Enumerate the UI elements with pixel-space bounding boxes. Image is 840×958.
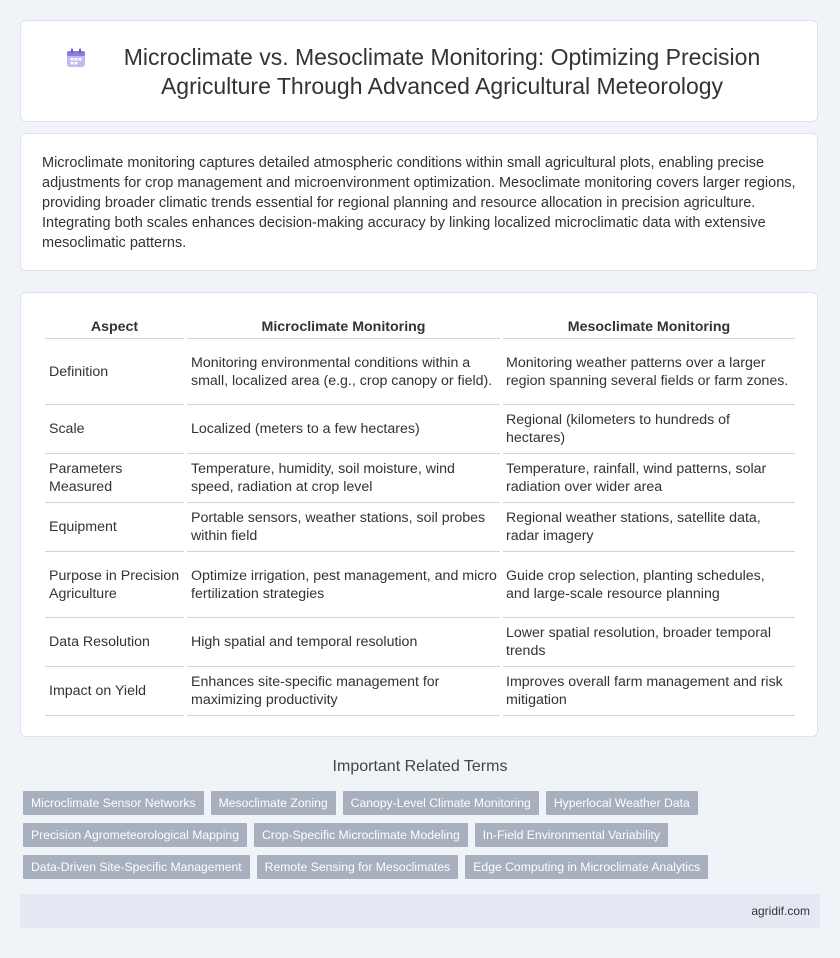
comparison-table-card: [20, 292, 818, 737]
terms-row: [23, 791, 803, 815]
header-microclimate: Microclimate Monitoring: [187, 316, 500, 339]
term-tag[interactable]: Canopy-Level Climate Monitoring: [343, 791, 539, 815]
aspect-cell: Parameters Measured: [45, 454, 184, 503]
footer: [20, 894, 820, 928]
term-tag[interactable]: Remote Sensing for Mesoclimates: [257, 855, 459, 879]
terms-row: [23, 823, 803, 847]
term-tag[interactable]: Microclimate Sensor Networks: [23, 791, 204, 815]
footer-site[interactable]: agridif.com: [751, 904, 810, 918]
table-row: [45, 405, 795, 454]
term-tag[interactable]: In-Field Environmental Variability: [475, 823, 668, 847]
meso-cell: Lower spatial resolution, broader temporal trends: [503, 618, 795, 667]
term-tag[interactable]: Crop-Specific Microclimate Modeling: [254, 823, 468, 847]
aspect-cell: Purpose in Precision Agriculture: [45, 552, 184, 618]
table-row: [45, 503, 795, 552]
related-terms-heading: Important Related Terms: [332, 758, 508, 775]
term-tag[interactable]: Edge Computing in Microclimate Analytics: [465, 855, 708, 879]
header-aspect: Aspect: [45, 316, 184, 339]
aspect-cell: Equipment: [45, 503, 184, 552]
meso-cell: Guide crop selection, planting schedules, and large-scale resource planning: [503, 552, 795, 618]
table-row: [45, 339, 795, 405]
meso-cell: Improves overall farm management and risk mitigation: [503, 667, 795, 716]
term-tag[interactable]: Data-Driven Site-Specific Management: [23, 855, 250, 879]
intro-paragraph: Microclimate monitoring captures detailed atmospheric conditions within small agricultural plots, enabling precise adjustments for crop management and microenvironment optimization. Mesoclimate monitoring covers larger regions, providing broader climatic trends essential for regional planning and resource allocation in precision agriculture. Integrating both scales enhances decision-making accuracy by linking localized microclimatic data with extensive mesoclimatic patterns.: [42, 155, 796, 251]
micro-cell: Monitoring environmental conditions within a small, localized area (e.g., crop canopy or field).: [187, 339, 500, 405]
meso-cell: Temperature, rainfall, wind patterns, solar radiation over wider area: [503, 454, 795, 503]
term-tag[interactable]: Mesoclimate Zoning: [211, 791, 336, 815]
table-header-row: [45, 316, 795, 339]
micro-cell: Portable sensors, weather stations, soil probes within field: [187, 503, 500, 552]
micro-cell: Optimize irrigation, pest management, and micro fertilization strategies: [187, 552, 500, 618]
meso-cell: Monitoring weather patterns over a larger region spanning several fields or farm zones.: [503, 339, 795, 405]
micro-cell: High spatial and temporal resolution: [187, 618, 500, 667]
meso-cell: Regional (kilometers to hundreds of hectares): [503, 405, 795, 454]
micro-cell: Temperature, humidity, soil moisture, wind speed, radiation at crop level: [187, 454, 500, 503]
intro-card: [20, 133, 818, 271]
terms-row: [23, 855, 803, 879]
table-row: [45, 618, 795, 667]
aspect-cell: Scale: [45, 405, 184, 454]
term-tag[interactable]: Hyperlocal Weather Data: [546, 791, 698, 815]
micro-cell: Enhances site-specific management for maximizing productivity: [187, 667, 500, 716]
comparison-table: [42, 316, 798, 716]
table-row: [45, 552, 795, 618]
micro-cell: Localized (meters to a few hectares): [187, 405, 500, 454]
term-tag[interactable]: Precision Agrometeorological Mapping: [23, 823, 247, 847]
aspect-cell: Impact on Yield: [45, 667, 184, 716]
table-row: [45, 454, 795, 503]
page-title: Microclimate vs. Mesoclimate Monitoring: Optimizing Precision Agriculture Through Advanced Agricultural Meteorology: [123, 44, 761, 99]
header-mesoclimate: Mesoclimate Monitoring: [503, 316, 795, 339]
meso-cell: Regional weather stations, satellite data, radar imagery: [503, 503, 795, 552]
table-row: [45, 667, 795, 716]
aspect-cell: Data Resolution: [45, 618, 184, 667]
aspect-cell: Definition: [45, 339, 184, 405]
title-card: [20, 20, 818, 122]
related-terms: [23, 791, 803, 887]
